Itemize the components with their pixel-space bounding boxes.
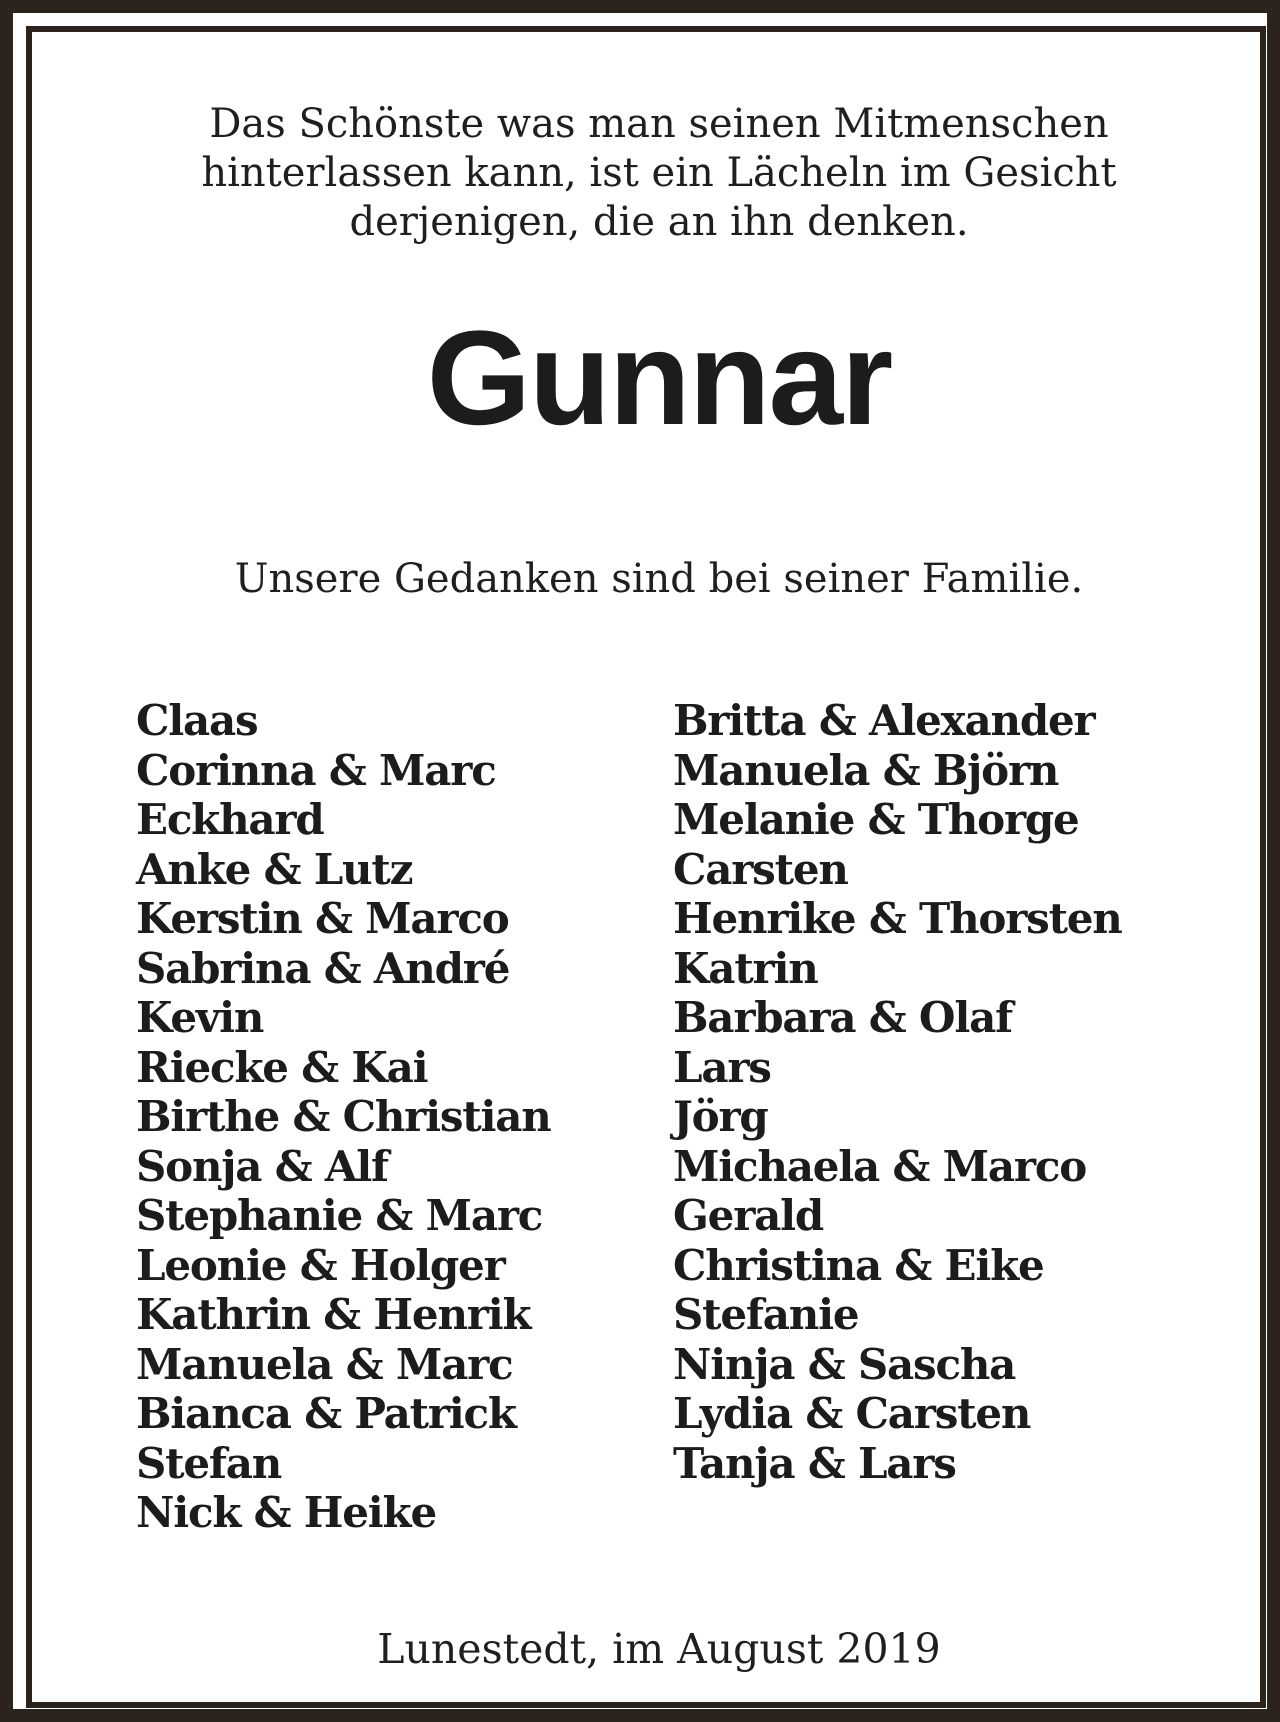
- condolence-text: Unsere Gedanken sind bei seiner Familie.: [234, 556, 1084, 602]
- mourner-name: Carsten: [673, 844, 848, 894]
- mourner-name: Stefan: [136, 1438, 282, 1488]
- mourner-name: Kathrin & Henrik: [136, 1290, 531, 1339]
- mourner-name: Katrin: [673, 943, 818, 993]
- motto-line: derjenigen, die an ihn denken.: [349, 199, 969, 245]
- mourner-name: Stephanie & Marc: [136, 1191, 543, 1240]
- mourner-name: Birthe & Christian: [136, 1092, 551, 1141]
- mourner-name: Melanie & Thorge: [673, 795, 1079, 844]
- mourner-name: Lydia & Carsten: [673, 1389, 1031, 1438]
- mourner-name: Sonja & Alf: [136, 1141, 388, 1191]
- mourner-name: Lars: [673, 1042, 771, 1092]
- mourners-left-column: [136, 696, 551, 1538]
- mourner-name: Henrike & Thorsten: [673, 894, 1122, 943]
- mourner-name: Kevin: [136, 993, 264, 1042]
- mourner-name: Manuela & Marc: [136, 1339, 513, 1389]
- mourner-name: Stefanie: [673, 1290, 859, 1339]
- mourner-name: Kerstin & Marco: [136, 894, 509, 943]
- mourner-name: Gerald: [673, 1191, 824, 1240]
- motto-quote: [32, 100, 1280, 247]
- motto-line: hinterlassen kann, ist ein Lächeln im Gesicht: [201, 150, 1117, 196]
- motto-line: Das Schönste was man seinen Mitmenschen: [209, 101, 1109, 147]
- mourner-name: Michaela & Marco: [673, 1141, 1087, 1191]
- mourner-name: Bianca & Patrick: [136, 1389, 516, 1438]
- mourner-name: Jörg: [673, 1092, 768, 1141]
- mourner-name: Riecke & Kai: [136, 1042, 428, 1092]
- mourner-name: Nick & Heike: [136, 1488, 436, 1537]
- mourner-name: Sabrina & André: [136, 943, 510, 993]
- mourner-name: Christina & Eike: [673, 1240, 1044, 1290]
- mourner-name: Tanja & Lars: [673, 1438, 956, 1488]
- obituary-inner-frame: [26, 26, 1266, 1708]
- mourners-right-column: [673, 696, 1122, 1488]
- mourner-name: Leonie & Holger: [136, 1240, 505, 1290]
- mourner-name: Eckhard: [136, 795, 324, 844]
- mourner-name: Ninja & Sascha: [673, 1339, 1016, 1389]
- mourner-name: Manuela & Björn: [673, 745, 1059, 795]
- place-and-date: Lunestedt, im August 2019: [377, 1625, 941, 1673]
- mourner-name: Claas: [136, 696, 258, 745]
- mourner-name: Corinna & Marc: [136, 745, 496, 795]
- mourner-name: Britta & Alexander: [673, 696, 1095, 745]
- mourner-name: Barbara & Olaf: [673, 993, 1012, 1042]
- deceased-name: Gunnar: [426, 304, 892, 453]
- mourner-name: Anke & Lutz: [136, 844, 413, 894]
